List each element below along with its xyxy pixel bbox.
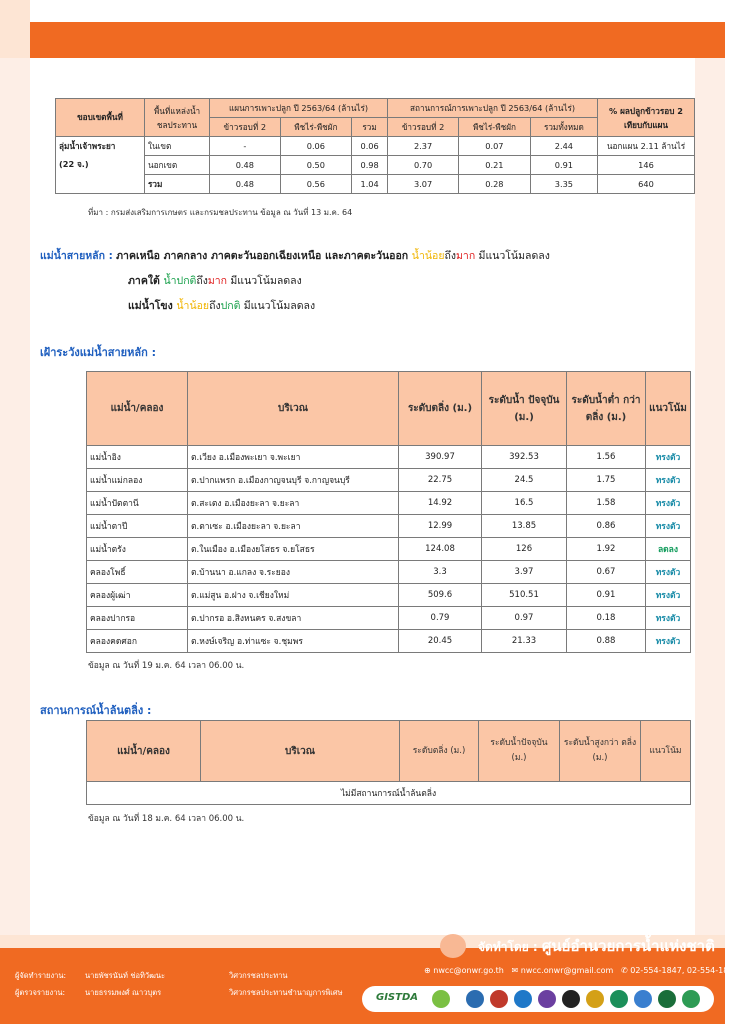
reviewer-org: วิศวกรชลประทานชำนาญการพิเศษ bbox=[229, 988, 343, 997]
col-area: บริเวณ bbox=[188, 372, 399, 446]
row-label: นอกเขต bbox=[145, 156, 210, 175]
col-current-level: ระดับน้ำปัจจุบัน (ม.) bbox=[479, 721, 560, 782]
header-bar bbox=[30, 22, 725, 58]
main-rivers-summary bbox=[40, 244, 550, 319]
cell: 1.04 bbox=[352, 175, 388, 194]
trend-text: มีแนวโน้มลดลง bbox=[227, 275, 302, 287]
col-situation: สถานการณ์การเพาะปลูก ปี 2563/64 (ล้านไร่) bbox=[388, 99, 598, 118]
below-bank: 0.18 bbox=[567, 607, 646, 630]
river-watch-rows bbox=[87, 446, 691, 653]
current-level: 0.97 bbox=[482, 607, 567, 630]
area-name: ต.ตาเซะ อ.เมืองยะลา จ.ยะลา bbox=[188, 515, 399, 538]
phone-icon: ✆ bbox=[621, 966, 628, 975]
region-sub: (22 จ.) bbox=[59, 159, 89, 169]
agency-logo-icon bbox=[490, 990, 508, 1008]
bank-level: 3.3 bbox=[399, 561, 482, 584]
area-name: ต.หงษ์เจริญ อ.ท่าแซะ จ.ชุมพร bbox=[188, 630, 399, 653]
overflow-note: ข้อมูล ณ วันที่ 18 ม.ค. 64 เวลา 06.00 น. bbox=[88, 814, 245, 824]
level-high: มาก bbox=[456, 250, 476, 262]
bank-level: 20.45 bbox=[399, 630, 482, 653]
page-margin-right bbox=[695, 58, 725, 948]
below-bank: 1.92 bbox=[567, 538, 646, 561]
table-row bbox=[56, 175, 695, 194]
area-name: ต.สะเตง อ.เมืองยะลา จ.ยะลา bbox=[188, 492, 399, 515]
current-level: 510.51 bbox=[482, 584, 567, 607]
below-bank: 1.56 bbox=[567, 446, 646, 469]
agency-logo-icon bbox=[538, 990, 556, 1008]
region-text: ภาคใต้ bbox=[128, 275, 164, 287]
row-label: รวม bbox=[145, 175, 210, 194]
agency-logo-icon bbox=[634, 990, 652, 1008]
col-plan-rice2: ข้าวรอบที่ 2 bbox=[210, 118, 281, 137]
agency-logo-icon bbox=[586, 990, 604, 1008]
river-name: คลองคดศอก bbox=[87, 630, 188, 653]
footer-credits bbox=[15, 967, 343, 1001]
river-name: แม่น้ำตาปี bbox=[87, 515, 188, 538]
trend-status: ทรงตัว bbox=[646, 469, 691, 492]
trend-text: มีแนวโน้มลดลง bbox=[475, 250, 550, 262]
main-rivers-heading: แม่น้ำสายหลัก : bbox=[40, 250, 113, 262]
current-level: 24.5 bbox=[482, 469, 567, 492]
reviewer-label: ผู้ตรวจรายงาน: bbox=[15, 988, 66, 997]
email-link-1[interactable]: nwcc@onwr.go.th bbox=[433, 966, 504, 975]
cell: 146 bbox=[598, 156, 695, 175]
below-bank: 0.67 bbox=[567, 561, 646, 584]
table-row bbox=[87, 630, 691, 653]
trend-status: ลดลง bbox=[646, 538, 691, 561]
below-bank: 0.91 bbox=[567, 584, 646, 607]
table-row bbox=[87, 515, 691, 538]
mail-icon: ✉ bbox=[511, 966, 519, 975]
table-row bbox=[87, 584, 691, 607]
level-high: มาก bbox=[207, 275, 228, 287]
col-below-bank: ระดับน้ำต่ำ กว่าตลิ่ง (ม.) bbox=[567, 372, 646, 446]
cell: 640 bbox=[598, 175, 695, 194]
brand-title bbox=[478, 934, 715, 958]
below-bank: 0.88 bbox=[567, 630, 646, 653]
col-plan: แผนการเพาะปลูก ปี 2563/64 (ล้านไร่) bbox=[210, 99, 388, 118]
source-note: ที่มา : กรมส่งเสริมการเกษตร และกรมชลประทาน ข้อมูล ณ วันที่ 13 ม.ค. 64 bbox=[88, 208, 353, 217]
below-bank: 1.75 bbox=[567, 469, 646, 492]
col-region: ขอบเขตพื้นที่ bbox=[56, 99, 145, 137]
to-text: ถึง bbox=[444, 250, 456, 262]
agency-logo-icon bbox=[610, 990, 628, 1008]
globe-icon: ⊕ bbox=[424, 966, 431, 975]
brand-prefix: จัดทำโดย : bbox=[478, 940, 542, 954]
main-rivers-line-1 bbox=[40, 244, 550, 269]
main-rivers-line-3 bbox=[40, 294, 550, 319]
page-margin-left bbox=[0, 58, 30, 948]
cell: 0.21 bbox=[459, 156, 531, 175]
table-row bbox=[87, 561, 691, 584]
reporter-name: นายพัชรนันท์ ช่อทิวัฒนะ bbox=[85, 971, 166, 980]
river-name: คลองปากรอ bbox=[87, 607, 188, 630]
bank-level: 509.6 bbox=[399, 584, 482, 607]
overflow-table bbox=[86, 720, 691, 805]
area-name: ต.แม่สูน อ.ฝาง จ.เชียงใหม่ bbox=[188, 584, 399, 607]
cell: 0.06 bbox=[352, 137, 388, 156]
region-text: แม่น้ำโขง bbox=[128, 300, 177, 312]
cell: 3.35 bbox=[530, 175, 597, 194]
current-level: 126 bbox=[482, 538, 567, 561]
trend-status: ทรงตัว bbox=[646, 630, 691, 653]
col-river: แม่น้ำ/คลอง bbox=[87, 372, 188, 446]
area-name: ต.บ้านนา อ.แกลง จ.ระยอง bbox=[188, 561, 399, 584]
agency-logo-icon bbox=[562, 990, 580, 1008]
agency-logo-icon bbox=[682, 990, 700, 1008]
col-sit-crops: พืชไร่-พืชผัก bbox=[459, 118, 531, 137]
bank-level: 12.99 bbox=[399, 515, 482, 538]
current-level: 21.33 bbox=[482, 630, 567, 653]
area-name: ต.ปากรอ อ.สิงหนคร จ.สงขลา bbox=[188, 607, 399, 630]
col-sit-rice2: ข้าวรอบที่ 2 bbox=[388, 118, 459, 137]
empty-message: ไม่มีสถานการณ์น้ำล้นตลิ่ง bbox=[87, 782, 691, 805]
table-row bbox=[87, 538, 691, 561]
below-bank: 0.86 bbox=[567, 515, 646, 538]
col-above-bank: ระดับน้ำสูงกว่า ตลิ่ง (ม.) bbox=[560, 721, 641, 782]
cell: นอกแผน 2.11 ล้านไร่ bbox=[598, 137, 695, 156]
col-trend: แนวโน้ม bbox=[641, 721, 691, 782]
agency-logo-icon bbox=[514, 990, 532, 1008]
region-name: ลุ่มน้ำเจ้าพระยา bbox=[59, 141, 116, 151]
table-row bbox=[87, 492, 691, 515]
col-bank-level: ระดับตลิ่ง (ม.) bbox=[399, 372, 482, 446]
col-percent: % ผลปลูกข้าวรอบ 2 เทียบกับแผน bbox=[598, 99, 695, 137]
trend-status: ทรงตัว bbox=[646, 515, 691, 538]
col-bank-level: ระดับตลิ่ง (ม.) bbox=[400, 721, 479, 782]
reporter-org: วิศวกรชลประทาน bbox=[229, 971, 288, 980]
cell: 2.37 bbox=[388, 137, 459, 156]
mascot-icon bbox=[440, 934, 466, 958]
trend-status: ทรงตัว bbox=[646, 561, 691, 584]
cell: - bbox=[210, 137, 281, 156]
river-name: คลองผู้เฒ่า bbox=[87, 584, 188, 607]
river-name: แม่น้ำปัตตานี bbox=[87, 492, 188, 515]
area-name: ต.ในเมือง อ.เมืองยโสธร จ.ยโสธร bbox=[188, 538, 399, 561]
phone-number: 02-554-1847, 02-554-1800 bbox=[630, 966, 739, 975]
table-row bbox=[87, 782, 691, 805]
table-row bbox=[56, 156, 695, 175]
area-name: ต.ปากแพรก อ.เมืองกาญจนบุรี จ.กาญจนบุรี bbox=[188, 469, 399, 492]
table-row bbox=[87, 607, 691, 630]
watch-section-title: เฝ้าระวังแม่น้ำสายหลัก : bbox=[40, 346, 156, 359]
reporter-label: ผู้จัดทำรายงาน: bbox=[15, 971, 66, 980]
cell: 0.48 bbox=[210, 156, 281, 175]
brand-name: ศูนย์อำนวยการน้ำแห่งชาติ bbox=[541, 937, 715, 955]
header-accent-left bbox=[0, 0, 30, 58]
level-low: น้ำน้อย bbox=[176, 300, 210, 312]
overflow-section-title: สถานการณ์น้ำล้นตลิ่ง : bbox=[40, 704, 152, 717]
bank-level: 390.97 bbox=[399, 446, 482, 469]
cell: 3.07 bbox=[388, 175, 459, 194]
river-watch-table bbox=[86, 371, 691, 653]
col-area: บริเวณ bbox=[201, 721, 400, 782]
bank-level: 14.92 bbox=[399, 492, 482, 515]
river-name: แม่น้ำแม่กลอง bbox=[87, 469, 188, 492]
region-text: ภาคเหนือ ภาคกลาง ภาคตะวันออกเฉียงเหนือ และภาคตะวันออก bbox=[116, 250, 412, 262]
watch-note: ข้อมูล ณ วันที่ 19 ม.ค. 64 เวลา 06.00 น. bbox=[88, 661, 245, 671]
email-link-2[interactable]: nwcc.onwr@gmail.com bbox=[520, 966, 614, 975]
area-name: ต.เวียง อ.เมืองพะเยา จ.พะเยา bbox=[188, 446, 399, 469]
cell: 0.07 bbox=[459, 137, 531, 156]
trend-text: มีแนวโน้มลดลง bbox=[240, 300, 316, 312]
cell: 0.50 bbox=[280, 156, 352, 175]
cell: 0.56 bbox=[280, 175, 352, 194]
trend-status: ทรงตัว bbox=[646, 584, 691, 607]
current-level: 13.85 bbox=[482, 515, 567, 538]
to-text: ถึง bbox=[196, 275, 208, 287]
cell: 0.06 bbox=[280, 137, 352, 156]
level-normal: น้ำปกติ bbox=[163, 275, 197, 287]
col-plan-total: รวม bbox=[352, 118, 388, 137]
reviewer-name: นายธรรมพงศ์ ณาวบุตร bbox=[85, 988, 162, 997]
cell: 0.28 bbox=[459, 175, 531, 194]
agency-logo-icon bbox=[658, 990, 676, 1008]
level-low: น้ำน้อย bbox=[411, 250, 445, 262]
river-name: แม่น้ำตรัง bbox=[87, 538, 188, 561]
cell: 0.48 bbox=[210, 175, 281, 194]
col-plan-crops: พืชไร่-พืชผัก bbox=[280, 118, 352, 137]
cell: 2.44 bbox=[530, 137, 597, 156]
col-irrigation-source: พื้นที่แหล่งน้ำ ชลประทาน bbox=[145, 99, 210, 137]
current-level: 3.97 bbox=[482, 561, 567, 584]
bank-level: 22.75 bbox=[399, 469, 482, 492]
col-river: แม่น้ำ/คลอง bbox=[87, 721, 201, 782]
agency-logo-icon bbox=[466, 990, 484, 1008]
table-row bbox=[87, 446, 691, 469]
contact-line bbox=[424, 966, 739, 975]
current-level: 16.5 bbox=[482, 492, 567, 515]
cell: 0.70 bbox=[388, 156, 459, 175]
trend-status: ทรงตัว bbox=[646, 446, 691, 469]
below-bank: 1.58 bbox=[567, 492, 646, 515]
river-name: แม่น้ำอิง bbox=[87, 446, 188, 469]
col-sit-total: รวมทั้งหมด bbox=[530, 118, 597, 137]
river-name: คลองโพธิ์ bbox=[87, 561, 188, 584]
level-normal: ปกติ bbox=[220, 300, 241, 312]
col-trend: แนวโน้ม bbox=[646, 372, 691, 446]
leaf-logo-icon bbox=[432, 990, 450, 1008]
table-row bbox=[56, 137, 695, 156]
cell: 0.91 bbox=[530, 156, 597, 175]
cell: 0.98 bbox=[352, 156, 388, 175]
table-row bbox=[87, 469, 691, 492]
to-text: ถึง bbox=[209, 300, 221, 312]
crop-situation-table bbox=[55, 98, 695, 194]
current-level: 392.53 bbox=[482, 446, 567, 469]
row-label: ในเขต bbox=[145, 137, 210, 156]
gistda-logo: GISTDA bbox=[376, 992, 418, 1003]
trend-status: ทรงตัว bbox=[646, 492, 691, 515]
bank-level: 0.79 bbox=[399, 607, 482, 630]
region-cell bbox=[56, 137, 145, 194]
main-rivers-line-2 bbox=[40, 269, 550, 294]
bank-level: 124.08 bbox=[399, 538, 482, 561]
trend-status: ทรงตัว bbox=[646, 607, 691, 630]
col-current-level: ระดับน้ำ ปัจจุบัน (ม.) bbox=[482, 372, 567, 446]
